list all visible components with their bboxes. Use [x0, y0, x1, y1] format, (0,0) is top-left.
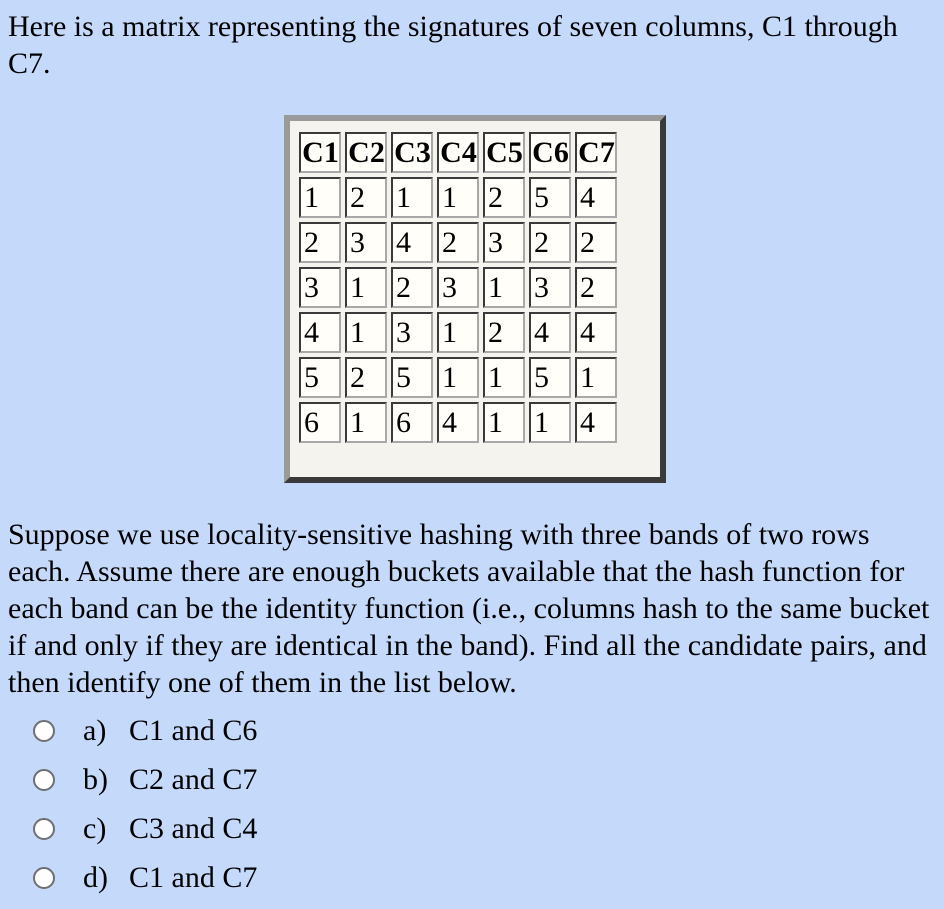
option-label: C1 and C6 — [129, 713, 258, 747]
table-cell: 1 — [299, 177, 341, 218]
column-header: C5 — [483, 132, 525, 173]
table-cell: 2 — [391, 267, 433, 308]
table-cell: 2 — [483, 177, 525, 218]
table-cell: 2 — [529, 222, 571, 263]
column-header: C4 — [437, 132, 479, 173]
table-cell: 1 — [391, 177, 433, 218]
table-row — [299, 267, 617, 308]
table-cell: 5 — [529, 357, 571, 398]
table-cell: 6 — [299, 402, 341, 443]
table-cell: 1 — [345, 267, 387, 308]
table-cell: 2 — [345, 177, 387, 218]
column-header: C6 — [529, 132, 571, 173]
table-cell: 4 — [575, 402, 617, 443]
table-cell: 1 — [483, 402, 525, 443]
table-cell: 5 — [299, 357, 341, 398]
table-cell: 4 — [437, 402, 479, 443]
option-label: C2 and C7 — [129, 762, 258, 796]
table-cell: 5 — [529, 177, 571, 218]
option-letter: b) — [83, 762, 108, 796]
table-cell: 3 — [483, 222, 525, 263]
option-d[interactable] — [33, 853, 257, 902]
table-cell: 5 — [391, 357, 433, 398]
intro-text: Here is a matrix representing the signatures of seven columns, C1 through C7. — [8, 10, 898, 80]
table-cell: 3 — [529, 267, 571, 308]
table-row — [299, 402, 617, 443]
option-label: C1 and C7 — [129, 860, 258, 894]
option-label: C3 and C4 — [129, 811, 258, 845]
question-text: Suppose we use locality-sensitive hashing with three bands of two rows each. Assume there are enough buckets available that the hash function for each band can be the identity function (i.e., columns hash to the same bucket if and only if they are identical in the band). Find all the candidate pairs, and then identify one of them in the list below. — [8, 518, 930, 699]
table-cell: 2 — [575, 222, 617, 263]
signature-matrix — [284, 115, 666, 483]
table-cell: 4 — [529, 312, 571, 353]
table-cell: 2 — [345, 357, 387, 398]
radio-button[interactable] — [33, 720, 55, 742]
answer-options — [33, 706, 257, 902]
column-header: C2 — [345, 132, 387, 173]
table-cell: 4 — [299, 312, 341, 353]
radio-button[interactable] — [33, 769, 55, 791]
option-c[interactable] — [33, 804, 257, 853]
table-cell: 1 — [483, 357, 525, 398]
table-cell: 1 — [483, 267, 525, 308]
column-header: C7 — [575, 132, 617, 173]
table-row — [299, 357, 617, 398]
option-letter: c) — [83, 811, 107, 845]
option-b[interactable] — [33, 755, 257, 804]
radio-button[interactable] — [33, 867, 55, 889]
table-cell: 6 — [391, 402, 433, 443]
table-cell: 4 — [391, 222, 433, 263]
table-cell: 2 — [483, 312, 525, 353]
table-cell: 4 — [575, 177, 617, 218]
column-header: C3 — [391, 132, 433, 173]
option-a[interactable] — [33, 706, 257, 755]
table-cell: 2 — [299, 222, 341, 263]
table-row — [299, 177, 617, 218]
table-cell: 1 — [437, 177, 479, 218]
table-cell: 1 — [345, 312, 387, 353]
table-cell: 3 — [437, 267, 479, 308]
header-row — [299, 132, 617, 173]
radio-button[interactable] — [33, 818, 55, 840]
table-cell: 1 — [437, 312, 479, 353]
table-cell: 3 — [299, 267, 341, 308]
table-cell: 1 — [575, 357, 617, 398]
table-cell: 2 — [437, 222, 479, 263]
column-header: C1 — [299, 132, 341, 173]
table-cell: 4 — [575, 312, 617, 353]
table-cell: 1 — [437, 357, 479, 398]
option-letter: d) — [83, 860, 108, 894]
table-row — [299, 222, 617, 263]
table-cell: 1 — [345, 402, 387, 443]
table-cell: 2 — [575, 267, 617, 308]
signature-table — [295, 128, 621, 447]
option-letter: a) — [83, 713, 107, 747]
table-cell: 1 — [529, 402, 571, 443]
table-row — [299, 312, 617, 353]
table-cell: 3 — [391, 312, 433, 353]
table-cell: 3 — [345, 222, 387, 263]
